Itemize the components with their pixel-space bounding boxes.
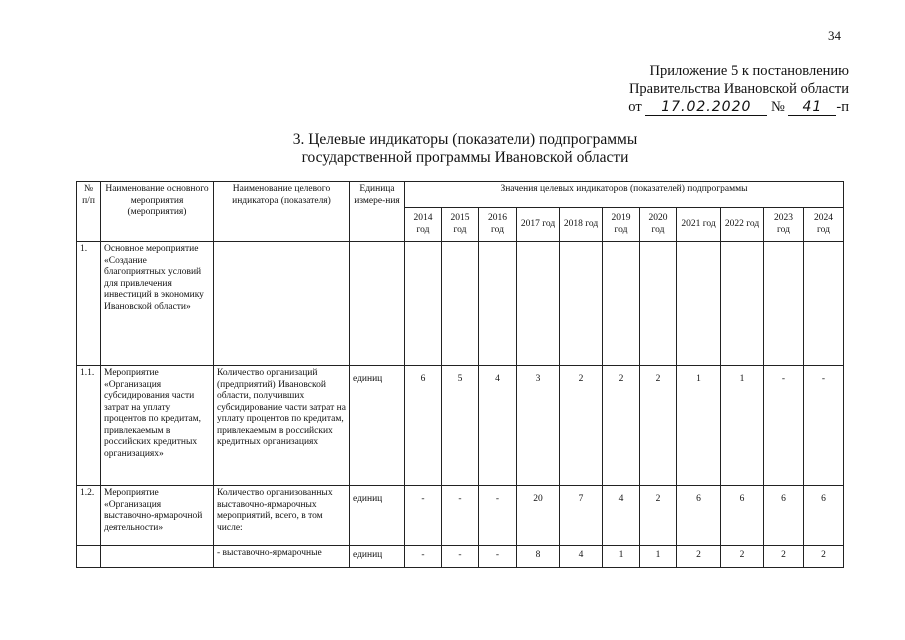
header-unit: Единица измере-ния (350, 182, 405, 242)
appendix-line-3 (628, 98, 849, 116)
row-value: 2 (640, 366, 677, 486)
header-indicator-name: Наименование целевого индикатора (показателя) (214, 182, 350, 242)
header-year: 2021 год (677, 208, 721, 242)
header-values-group: Значения целевых индикаторов (показателей) подпрограммы (405, 182, 844, 208)
number-suffix: -п (836, 99, 849, 115)
row-value (603, 242, 640, 366)
row-value: 4 (479, 366, 517, 486)
row-num: 1.2. (77, 486, 101, 546)
row-value: 2 (677, 546, 721, 568)
row-value: 6 (405, 366, 442, 486)
row-value (442, 242, 479, 366)
row-value (517, 242, 560, 366)
document-title (200, 131, 730, 167)
header-year: 2023 год (764, 208, 804, 242)
row-value: - (442, 546, 479, 568)
handwritten-number: 41 (788, 100, 836, 116)
row-value: 6 (764, 486, 804, 546)
row-event: Основное мероприятие «Создание благоприятных условий для привлечения инвестиций в экономику Ивановской области» (101, 242, 214, 366)
row-value (640, 242, 677, 366)
row-event: Мероприятие «Организация субсидирования части затрат на уплату процентов по кредитам, привлекаемым в российских кредитных организациях» (101, 366, 214, 486)
table-row (77, 242, 844, 366)
row-event: Мероприятие «Организация выставочно-ярмарочной деятельности» (101, 486, 214, 546)
row-value: 6 (804, 486, 844, 546)
row-value: - (804, 366, 844, 486)
table-row (77, 366, 844, 486)
row-value: 2 (804, 546, 844, 568)
row-value: 1 (721, 366, 764, 486)
row-value: 5 (442, 366, 479, 486)
table-row (77, 486, 844, 546)
indicators-table (76, 181, 844, 568)
row-unit: единиц (350, 546, 405, 568)
row-value: 2 (640, 486, 677, 546)
header-year: 2018 год (560, 208, 603, 242)
row-value: 6 (721, 486, 764, 546)
appendix-line-2: Правительства Ивановской области (628, 81, 849, 97)
row-indicator: - выставочно-ярмарочные (214, 546, 350, 568)
row-value: - (405, 486, 442, 546)
row-unit: единиц (350, 486, 405, 546)
row-value: 1 (603, 546, 640, 568)
row-indicator: Количество организаций (предприятий) Ивановской области, получивших субсидирование части затрат на уплату процентов по кредитам, привлекаемым в российских кредитных организациях (214, 366, 350, 486)
row-value: 2 (603, 366, 640, 486)
row-value: - (764, 366, 804, 486)
row-value (804, 242, 844, 366)
table-row (77, 546, 844, 568)
header-num: № п/п (77, 182, 101, 242)
row-event (101, 546, 214, 568)
row-value: 2 (560, 366, 603, 486)
row-value: 1 (677, 366, 721, 486)
row-unit (350, 242, 405, 366)
row-value: 4 (560, 546, 603, 568)
row-value: - (479, 546, 517, 568)
header-year: 2020 год (640, 208, 677, 242)
row-indicator (214, 242, 350, 366)
row-value: 2 (764, 546, 804, 568)
row-num (77, 546, 101, 568)
appendix-block (628, 62, 849, 116)
row-value: 7 (560, 486, 603, 546)
header-year: 2019 год (603, 208, 640, 242)
row-num: 1. (77, 242, 101, 366)
row-indicator: Количество организованных выставочно-ярмарочных мероприятий, всего, в том числе: (214, 486, 350, 546)
row-value: 6 (677, 486, 721, 546)
row-num: 1.1. (77, 366, 101, 486)
row-value: - (405, 546, 442, 568)
number-label: № (770, 99, 785, 115)
page-number: 34 (828, 28, 841, 43)
row-value (764, 242, 804, 366)
row-value (479, 242, 517, 366)
header-event-name: Наименование основного мероприятия (мероприятия) (101, 182, 214, 242)
header-year: 2024 год (804, 208, 844, 242)
row-value: 20 (517, 486, 560, 546)
header-row (77, 182, 844, 208)
row-value (560, 242, 603, 366)
handwritten-date: 17.02.2020 (645, 100, 767, 116)
header-year: 2016 год (479, 208, 517, 242)
row-value (677, 242, 721, 366)
row-value: 2 (721, 546, 764, 568)
from-label: от (628, 99, 642, 115)
row-value: 3 (517, 366, 560, 486)
title-line-2: государственной программы Ивановской области (301, 149, 629, 166)
row-value: 1 (640, 546, 677, 568)
row-unit: единиц (350, 366, 405, 486)
row-value: 8 (517, 546, 560, 568)
header-year: 2015 год (442, 208, 479, 242)
row-value: - (479, 486, 517, 546)
header-year: 2014 год (405, 208, 442, 242)
header-year: 2022 год (721, 208, 764, 242)
row-value: 4 (603, 486, 640, 546)
header-year: 2017 год (517, 208, 560, 242)
row-value (405, 242, 442, 366)
row-value (721, 242, 764, 366)
title-line-1: 3. Целевые индикаторы (показатели) подпрограммы (292, 131, 638, 148)
row-value: - (442, 486, 479, 546)
appendix-line-1: Приложение 5 к постановлению (649, 63, 849, 79)
